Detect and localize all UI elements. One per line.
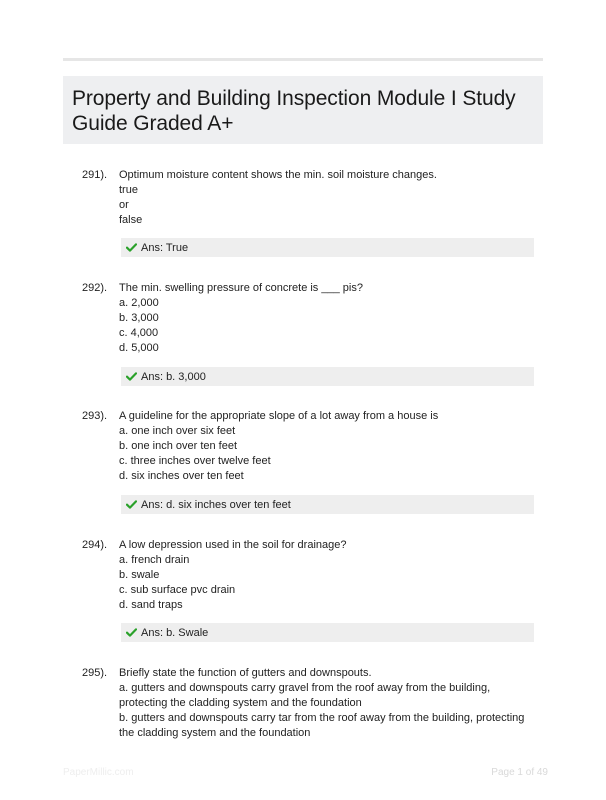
question-body (119, 666, 539, 741)
answer-box (121, 238, 534, 257)
question-text: The min. swelling pressure of concrete is ___ pis? (119, 282, 363, 294)
question-option: d. sand traps (119, 599, 183, 611)
answer-box (121, 623, 534, 642)
question-number: 292). (82, 282, 108, 294)
question-number: 295). (82, 667, 108, 679)
question-option: c. 4,000 (119, 327, 159, 339)
question-body (119, 168, 539, 228)
question-text: Optimum moisture content shows the min. soil moisture changes. (119, 169, 437, 181)
question-option: b. gutters and downspouts carry tar from the roof away from the building, protecting the cladding system and the foundation (119, 712, 525, 739)
question-option: d. six inches over ten feet (119, 470, 244, 482)
question-option: b. one inch over ten feet (119, 440, 238, 452)
question-text: Briefly state the function of gutters and downspouts. (119, 667, 372, 679)
top-rule (63, 58, 543, 61)
question-number: 293). (82, 410, 108, 422)
question-number: 291). (82, 169, 108, 181)
question-body (119, 281, 539, 356)
answer-text: Ans: True (141, 241, 189, 254)
answer-text: Ans: b. Swale (141, 626, 209, 639)
title-box (63, 76, 543, 144)
question-option: c. sub surface pvc drain (119, 584, 236, 596)
question-option: b. swale (119, 569, 160, 581)
footer-watermark: PaperMillic.com (63, 767, 134, 778)
page-number: Page 1 of 49 (491, 767, 548, 778)
page-title: Property and Building Inspection Module I Study Guide Graded A+ (72, 87, 516, 135)
question-text: A guideline for the appropriate slope of a lot away from a house is (119, 410, 439, 422)
question-option: true (119, 184, 138, 196)
question-option: a. gutters and downspouts carry gravel from the roof away from the building, protecting the cladding system and the foundation (119, 682, 491, 709)
question-option: a. one inch over six feet (119, 425, 236, 437)
answer-box (121, 367, 534, 386)
question-option: a. 2,000 (119, 297, 159, 309)
check-icon (126, 243, 137, 252)
question-body (119, 409, 539, 484)
question-option: or (119, 199, 129, 211)
question-option: a. french drain (119, 554, 190, 566)
question-number: 294). (82, 539, 108, 551)
answer-box (121, 495, 534, 514)
question-option: false (119, 214, 143, 226)
question-option: d. 5,000 (119, 342, 159, 354)
answer-text: Ans: d. six inches over ten feet (141, 498, 291, 511)
check-icon (126, 500, 137, 509)
check-icon (126, 628, 137, 637)
question-body (119, 538, 539, 613)
answer-text: Ans: b. 3,000 (141, 370, 206, 383)
check-icon (126, 372, 137, 381)
question-text: A low depression used in the soil for drainage? (119, 539, 347, 551)
question-option: c. three inches over twelve feet (119, 455, 271, 467)
question-option: b. 3,000 (119, 312, 159, 324)
